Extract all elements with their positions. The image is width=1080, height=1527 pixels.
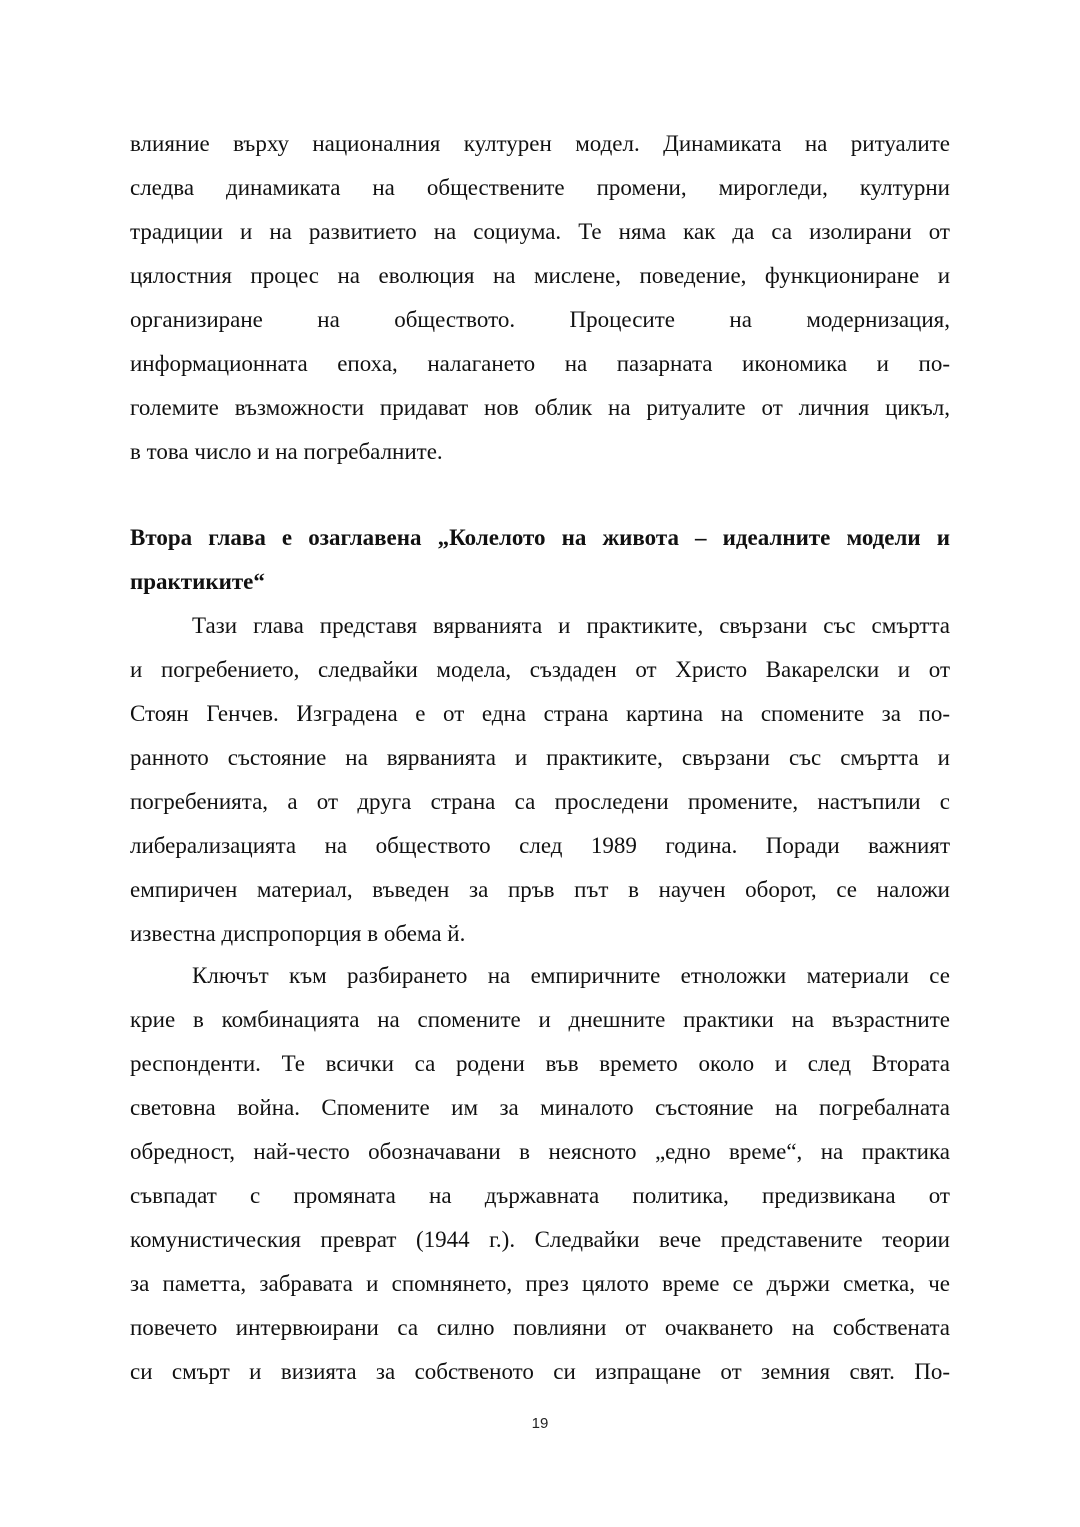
paragraph-1 [130,122,950,474]
paragraph-line: повечето интервюирани са силно повлияни от очакването на собствената [130,1315,950,1340]
paragraph-2 [130,604,950,956]
paragraph-line: цялостния процес на еволюция на мислене, поведение, функциониране и [130,263,950,288]
paragraph-line: световна война. Спомените им за миналото състояние на погребалната [130,1095,950,1120]
paragraph-line: обредност, най-често обозначавани в неясното „едно време“, на практика [130,1139,950,1164]
paragraph-line: и погребението, следвайки модела, създаден от Христо Вакарелски и от [130,657,950,682]
paragraph-line: либерализацията на обществото след 1989 година. Поради важният [130,833,950,858]
paragraph-line: комунистическия преврат (1944 г.). Следвайки вече представените теории [130,1227,950,1252]
paragraph-line: информационната епоха, налагането на пазарната икономика и по- [130,351,950,376]
paragraph-line: влияние върху националния културен модел. Динамиката на ритуалите [130,131,950,156]
paragraph-line: за паметта, забравата и спомнянето, през цялото време се държи сметка, че [130,1271,950,1296]
paragraph-line: ранното състояние на вярванията и практиките, свързани със смъртта и [130,745,950,770]
paragraph-line: респонденти. Те всички са родени във времето около и след Втората [130,1051,950,1076]
paragraph-line: крие в комбинацията на спомените и днешните практики на възрастните [130,1007,950,1032]
paragraph-line: организиране на обществото. Процесите на модернизация, [130,307,950,332]
paragraph-line: Стоян Генчев. Изградена е от една страна картина на спомените за по- [130,701,950,726]
paragraph-line: в това число и на погребалните. [130,439,443,464]
paragraph-line: следва динамиката на обществените промени, мирогледи, културни [130,175,950,200]
page-number: 19 [531,1415,549,1432]
paragraph-line: съвпадат с промяната на държавната политика, предизвикана от [130,1183,950,1208]
paragraph-line: емпиричен материал, въведен за пръв път в научен оборот, се наложи [130,877,950,902]
paragraph-line: големите възможности придават нов облик на ритуалите от личния цикъл, [130,395,950,420]
paragraph-line: Тази глава представя вярванията и практиките, свързани със смъртта [192,613,950,638]
paragraph-line: известна диспропорция в обема й. [130,921,466,946]
paragraph-line: Ключът към разбирането на емпиричните етноложки материали се [192,963,950,988]
paragraph-line: традиции и на развитието на социума. Те няма как да са изолирани от [130,219,950,244]
paragraph-line: погребенията, а от друга страна са проследени промените, настъпили с [130,789,950,814]
chapter-heading [130,516,950,604]
heading-line: Втора глава е озаглавена „Колелото на живота – идеалните модели и [130,525,950,550]
paragraph-3 [130,954,950,1394]
heading-line: практиките“ [130,569,265,594]
paragraph-line: си смърт и визията за собственото си изпращане от земния свят. По- [130,1359,950,1384]
